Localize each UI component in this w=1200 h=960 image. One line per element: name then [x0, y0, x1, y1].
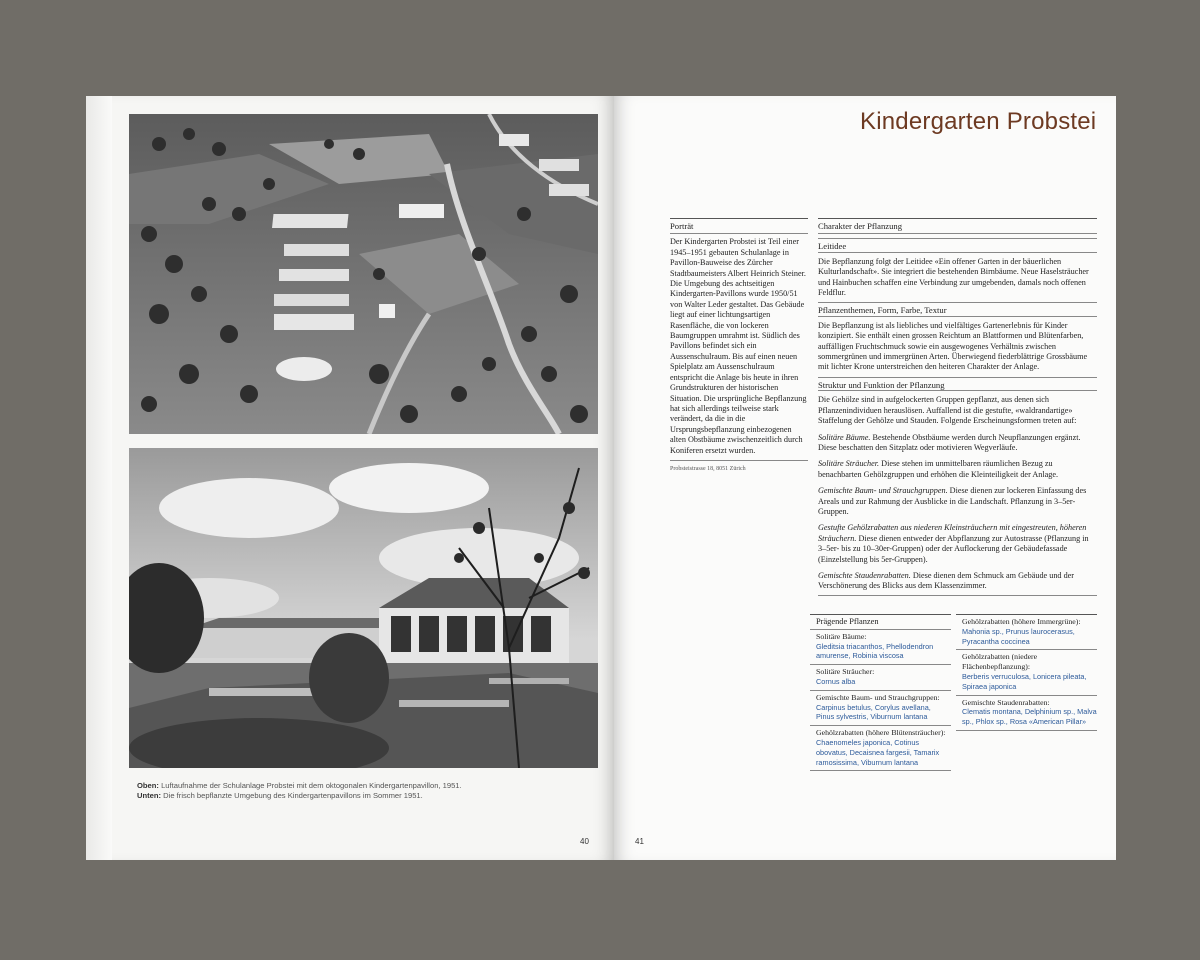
aerial-photo	[129, 114, 598, 434]
form-item-text: Diese stehen im unmittelbaren räumlichen Bezug zu benachbarten Gehölzgruppen und erhöhen die Kleinteiligkeit der Anlage.	[818, 459, 1059, 479]
form-item-text: Bestehende Obstbäume werden durch Neupflanzungen ergänzt. Diese beschatten den Sitzplatz oder motivieren Wegverläufe.	[818, 432, 1081, 452]
address: Probsteistrasse 18, 8051 Zürich	[670, 460, 808, 474]
form-item	[818, 523, 1097, 565]
caption-bottom-label: Unten:	[137, 791, 162, 801]
form-item-term: Gemischte Staudenrabatten.	[818, 570, 911, 580]
form-item	[818, 459, 1097, 480]
leitidee-heading: Leitidee	[818, 238, 1097, 253]
plant-species: Berberis verruculosa, Lonicera pileata, Spiraea japonica	[962, 671, 1087, 691]
themes-text: Die Bepflanzung ist als liebliches und vielfältiges Gartenerlebnis für Kinder konzipiert. Sie enthält einen grossen Reichtum an Blattformen und Blütenfarben, auffälligen Fruchtschmuck sowie ein ausgewogenes Verhältnis zwischen sommergrünen und immergrünen Arten. Überwiegend fiederblättrige Grossbäume mit lichter Krone unterstreichen den heiteren Charakter der Anlage.	[818, 320, 1088, 372]
plant-species: Chaenomeles japonica, Cotinus obovatus, Decaisnea fargesii, Tamarix ramosissima, Viburnum lantana	[816, 737, 940, 767]
character-heading: Charakter der Pflanzung	[818, 218, 1097, 234]
plant-species: Cornus alba	[816, 676, 856, 686]
plant-group	[810, 691, 951, 726]
pavilion-photo	[129, 448, 598, 768]
left-page	[86, 96, 614, 860]
portrait-heading: Porträt	[670, 218, 808, 234]
form-item-term: Gestufte Gehölzrabatten aus niederen Kleinsträuchern mit eingestreuten, höheren Sträuchern.	[818, 523, 1087, 543]
plant-group	[810, 665, 951, 691]
plant-group	[956, 650, 1097, 695]
plant-group	[956, 696, 1097, 731]
key-plants-right	[956, 614, 1097, 731]
plant-group	[810, 630, 951, 665]
plant-species: Carpinus betulus, Corylus avellana, Pinus sylvestris, Viburnum lantana	[816, 702, 931, 722]
plant-group-name: Gehölzrabatten (niedere Flächenbepflanzung):	[962, 652, 1038, 672]
right-page	[614, 96, 1116, 860]
plant-group	[956, 614, 1097, 650]
form-item-term: Solitäre Bäume.	[818, 432, 871, 442]
form-item-text: Diese dienen entweder der Abpflanzung zur Autostrasse (Pflanzung in 3–5er- bis zu 10–30er-Gruppen) oder der Auflockerung der Gebäudefassade (Einzelstellung bis 5er-Gruppen).	[818, 533, 1089, 564]
form-item-text: Diese dienen dem Schmuck am Gebäude und der Verschönerung des Blicks aus dem Klassenzimmer.	[818, 570, 1075, 591]
caption-top-text: Luftaufnahme der Schulanlage Probstei mit dem oktogonalen Kindergartenpavillon, 1951.	[161, 781, 462, 790]
caption-top-label: Oben:	[137, 781, 159, 790]
page-edge	[86, 96, 112, 860]
leitidee-text: Die Bepflanzung folgt der Leitidee «Ein offener Garten in der bäuerlichen Kulturlandschaft». Sie integriert die bestehenden Birnbäume. Neue Haselsträucher und Hainbuchen schaffen eine Verbindung zur umgebenden, damals noch offenen Feldflur.	[818, 256, 1089, 298]
plant-group-name: Gehölzrabatten (höhere Blütensträucher):	[816, 728, 946, 738]
form-item-term: Solitäre Sträucher.	[818, 459, 880, 469]
form-item-term: Gemischte Baum- und Strauchgruppen.	[818, 486, 948, 496]
page-number-left: 40	[580, 837, 589, 846]
plant-group-name: Gehölzrabatten (höhere Immergrüne):	[962, 617, 1081, 626]
form-item	[818, 486, 1097, 517]
plant-group-name: Gemischte Baum- und Strauchgruppen:	[816, 692, 940, 702]
form-item	[818, 433, 1097, 454]
form-item	[818, 571, 1097, 596]
plant-species: Gleditsia triacanthos, Phellodendron amurense, Robinia viscosa	[816, 641, 934, 661]
structure-text: Die Gehölze sind in aufgelockerten Gruppen gepflanzt, aus denen sich Pflanzenindividuen herauslösen. Auffallend ist die gestufte, «waldrandartige» Staffelung der Gehölze und Stauden. Folgende Erscheinungsformen treten auf:	[818, 395, 1077, 426]
plant-group	[810, 726, 951, 771]
plant-species: Mahonia sp., Prunus laurocerasus, Pyracantha coccinea	[962, 626, 1075, 646]
open-book	[86, 96, 1116, 860]
page-title: Kindergarten Probstei	[860, 108, 1097, 135]
portrait-text: Der Kindergarten Probstei ist Teil einer 1945–1951 gebauten Schulanlage in Pavillon-Bauweise des Zürcher Stadtbaumeisters Albert Heinrich Steiner. Die Umgebung des achtseitigen Kindergarten-Pavillons wurde 1950/51 von Walter Leder gestaltet. Das Gebäude liegt auf einer lichtungsartigen Rasenfläche, die von lockeren Baumgruppen umrahmt ist. Südlich des Pavillons befindet sich ein Aussenschulraum. Bis auf einen neuen Spielplatz am Aussenschulraum entspricht die Anlage bis heute in ihren Grundstrukturen der historischen Situation. Die ursprüngliche Bepflanzung hat sich allerdings teilweise stark verändert, da die in die Ursprungsbepflanzung einbezogenen alten Obstbäume zwischenzeitlich durch Koniferen ersetzt wurden.	[670, 237, 807, 455]
caption-bottom-text: Die frisch bepflanzte Umgebung des Kindergartenpavillons im Sommer 1951.	[163, 791, 423, 801]
plant-group-name: Gemischte Staudenrabatten:	[962, 697, 1050, 707]
plant-group-name: Solitäre Sträucher:	[816, 667, 875, 677]
photo-caption	[137, 781, 567, 802]
page-number-right: 41	[635, 837, 644, 846]
themes-heading: Pflanzenthemen, Form, Farbe, Textur	[818, 302, 1097, 317]
character-column	[818, 218, 1097, 596]
plant-species: Clematis montana, Delphinium sp., Malva sp., Phlox sp., Rosa «American Pillar»	[962, 707, 1097, 727]
form-item-text: Diese dienen zur lockeren Einfassung des Areals und zur Rahmung der Ausblicke in die Landschaft. Pflanzung in 3–5er-Gruppen.	[818, 486, 1087, 516]
key-plants-heading: Prägende Pflanzen	[810, 614, 951, 630]
portrait-column	[670, 218, 808, 474]
key-plants-left	[810, 614, 951, 771]
structure-heading: Struktur und Funktion der Pflanzung	[818, 377, 1097, 392]
plant-group-name: Solitäre Bäume:	[816, 631, 867, 641]
